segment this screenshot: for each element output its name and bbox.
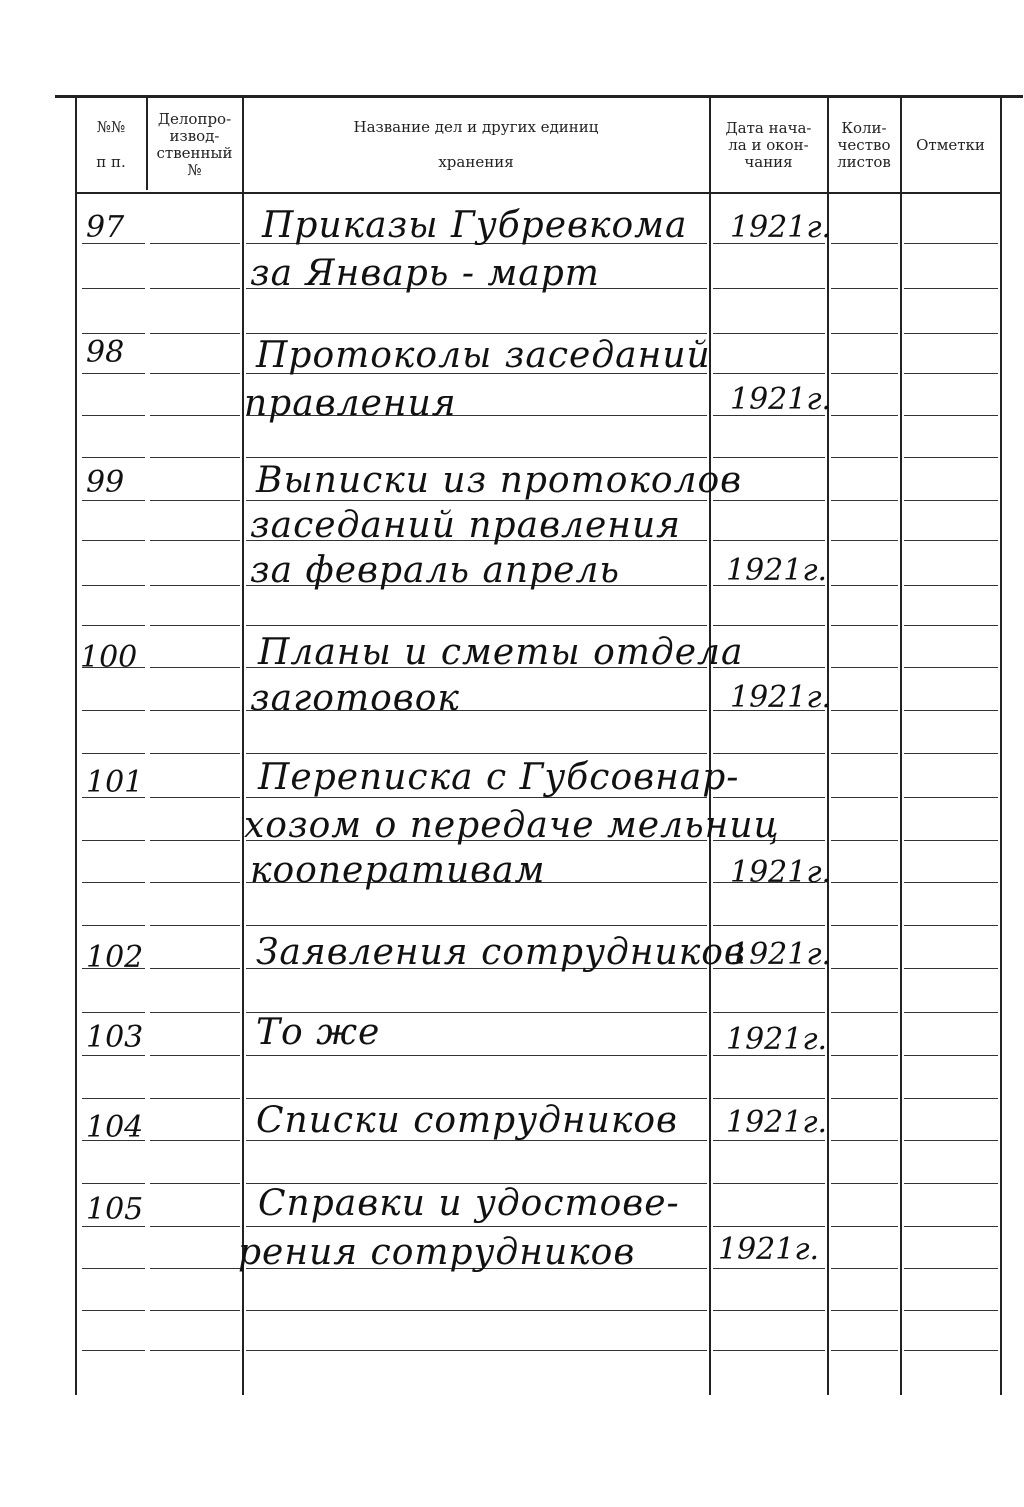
ruled-line — [831, 882, 898, 883]
ruled-line — [150, 925, 240, 926]
header-dates-line2: ла и окон- — [728, 135, 809, 154]
ruled-line — [831, 625, 898, 626]
ruled-line — [831, 373, 898, 374]
ruled-line — [82, 333, 145, 334]
ruled-line — [150, 1183, 240, 1184]
row-102-title-line1: Заявления сотрудников — [256, 932, 746, 973]
ruled-line — [831, 667, 898, 668]
header-number-line2: п п. — [96, 153, 126, 171]
ruled-line — [713, 288, 825, 289]
ruled-line — [831, 457, 898, 458]
row-100-number: 100 — [80, 640, 138, 675]
ruled-line — [150, 540, 240, 541]
ruled-line — [150, 882, 240, 883]
ruled-line — [904, 797, 998, 798]
ruled-line — [150, 585, 240, 586]
col-divider-7 — [1000, 95, 1002, 1395]
row-98-title-line2: правления — [244, 383, 457, 424]
ruled-line — [150, 1140, 240, 1141]
header-sheet-count — [829, 100, 899, 190]
ruled-line — [150, 1226, 240, 1227]
row-101-title-line2: хозом о передаче мельниц — [244, 805, 780, 846]
ruled-line — [150, 840, 240, 841]
ruled-line — [150, 797, 240, 798]
ruled-line — [246, 1350, 707, 1351]
ruled-line — [904, 968, 998, 969]
ruled-line — [150, 1055, 240, 1056]
ruled-line — [904, 667, 998, 668]
row-97-date: 1921г. — [730, 210, 832, 245]
ruled-line — [82, 625, 145, 626]
col-divider-6 — [900, 95, 902, 1395]
row-105-number: 105 — [86, 1192, 144, 1227]
ruled-line — [150, 1098, 240, 1099]
ruled-line — [904, 1350, 998, 1351]
ruled-line — [150, 753, 240, 754]
ruled-line — [904, 373, 998, 374]
ruled-line — [904, 1140, 998, 1141]
row-103-date: 1921г. — [726, 1022, 828, 1057]
ruled-line — [82, 500, 145, 501]
header-title-line2: хранения — [438, 153, 514, 171]
row-101-title-line1: Переписка с Губсовнар- — [258, 757, 740, 798]
row-99-title-line1: Выписки из протоколов — [256, 460, 743, 501]
ruled-line — [713, 1098, 825, 1099]
row-100-title-line1: Планы и сметы отдела — [258, 632, 744, 673]
ruled-line — [82, 710, 145, 711]
ruled-line — [831, 968, 898, 969]
ruled-line — [904, 840, 998, 841]
row-99-title-line2: заседаний правления — [250, 505, 681, 546]
ruled-line — [831, 288, 898, 289]
ruled-line — [82, 1098, 145, 1099]
ruled-line — [713, 753, 825, 754]
ruled-line — [831, 1012, 898, 1013]
ruled-line — [150, 288, 240, 289]
row-105-title-line1: Справки и удостове- — [258, 1183, 680, 1224]
header-bottom-rule — [75, 192, 1000, 194]
ruled-line — [82, 1268, 145, 1269]
header-count-line3: листов — [837, 152, 891, 171]
header-title — [244, 100, 708, 190]
ruled-line — [831, 1055, 898, 1056]
ruled-line — [713, 333, 825, 334]
row-102-number: 102 — [86, 940, 144, 975]
ruled-line — [246, 925, 707, 926]
ruled-line — [713, 540, 825, 541]
header-number — [77, 100, 145, 190]
ruled-line — [246, 1226, 707, 1227]
ruled-line — [904, 925, 998, 926]
row-104-title-line1: Списки сотрудников — [256, 1100, 678, 1141]
row-101-title-line3: кооперативам — [250, 850, 546, 891]
ruled-line — [904, 1183, 998, 1184]
ruled-line — [150, 415, 240, 416]
ruled-line — [246, 1310, 707, 1311]
row-105-date: 1921г. — [718, 1232, 820, 1267]
table-top-rule — [55, 95, 1023, 98]
header-office-number — [148, 100, 241, 190]
header-number-line1: №№ — [96, 118, 126, 136]
row-99-date: 1921г. — [726, 553, 828, 588]
row-98-title-line1: Протоколы заседаний — [256, 335, 711, 376]
ruled-line — [246, 1098, 707, 1099]
ruled-line — [82, 1012, 145, 1013]
ruled-line — [82, 585, 145, 586]
row-105-title-line2: рения сотрудников — [238, 1232, 636, 1273]
ruled-line — [150, 243, 240, 244]
row-104-date: 1921г. — [726, 1105, 828, 1140]
col-divider-5 — [827, 95, 829, 1395]
row-100-title-line2: заготовок — [250, 678, 460, 719]
ruled-line — [904, 625, 998, 626]
ruled-line — [904, 882, 998, 883]
header-office-line4: № — [187, 161, 202, 179]
ruled-line — [904, 710, 998, 711]
ruled-line — [713, 1268, 825, 1269]
ruled-line — [831, 925, 898, 926]
row-101-number: 101 — [86, 765, 144, 800]
ruled-line — [82, 882, 145, 883]
row-103-number: 103 — [86, 1020, 144, 1055]
ruled-line — [904, 753, 998, 754]
ruled-line — [831, 1226, 898, 1227]
ruled-line — [904, 585, 998, 586]
ruled-line — [246, 333, 707, 334]
ruled-line — [713, 1012, 825, 1013]
header-title-line1: Название дел и других единиц — [353, 118, 599, 136]
ruled-line — [904, 540, 998, 541]
ruled-line — [150, 1268, 240, 1269]
ruled-line — [150, 1012, 240, 1013]
ruled-line — [82, 1310, 145, 1311]
row-99-number: 99 — [86, 465, 125, 500]
ruled-line — [82, 1183, 145, 1184]
header-office-line2: извод- — [169, 127, 220, 145]
ruled-line — [831, 1098, 898, 1099]
col-divider-4 — [709, 95, 711, 1395]
ruled-line — [713, 1140, 825, 1141]
ruled-line — [831, 1310, 898, 1311]
ruled-line — [82, 415, 145, 416]
ruled-line — [246, 457, 707, 458]
ruled-line — [904, 1098, 998, 1099]
ruled-line — [713, 925, 825, 926]
ruled-line — [150, 457, 240, 458]
ruled-line — [150, 1310, 240, 1311]
ruled-line — [150, 667, 240, 668]
ruled-line — [904, 1055, 998, 1056]
ruled-line — [831, 1183, 898, 1184]
ruled-line — [246, 625, 707, 626]
ruled-line — [150, 500, 240, 501]
ruled-line — [904, 415, 998, 416]
ruled-line — [831, 415, 898, 416]
ruled-line — [831, 243, 898, 244]
header-count-line1: Коли- — [841, 118, 887, 137]
ruled-line — [831, 585, 898, 586]
ruled-line — [713, 457, 825, 458]
row-97-number: 97 — [86, 210, 125, 245]
ruled-line — [82, 540, 145, 541]
header-notes-label: Отметки — [916, 135, 985, 154]
ruled-line — [713, 1350, 825, 1351]
header-office-line3: ственный — [156, 144, 233, 162]
ruled-line — [904, 1012, 998, 1013]
ruled-line — [713, 625, 825, 626]
ruled-line — [831, 540, 898, 541]
row-100-date: 1921г. — [730, 680, 832, 715]
row-102-date: 1921г. — [730, 937, 832, 972]
ruled-line — [150, 373, 240, 374]
row-104-number: 104 — [86, 1110, 144, 1145]
ruled-line — [82, 840, 145, 841]
ruled-line — [904, 1226, 998, 1227]
ruled-line — [150, 625, 240, 626]
ruled-line — [831, 500, 898, 501]
ruled-line — [713, 1226, 825, 1227]
ruled-line — [82, 1350, 145, 1351]
ruled-line — [904, 1268, 998, 1269]
ruled-line — [904, 1310, 998, 1311]
header-count-line2: чество — [837, 135, 891, 154]
ruled-line — [82, 373, 145, 374]
row-98-number: 98 — [86, 335, 125, 370]
row-97-title-line1: Приказы Губревкома — [262, 205, 688, 246]
ruled-line — [904, 288, 998, 289]
row-101-date: 1921г. — [730, 855, 832, 890]
ruled-line — [831, 753, 898, 754]
ruled-line — [831, 1350, 898, 1351]
ruled-line — [150, 710, 240, 711]
ruled-line — [831, 797, 898, 798]
ruled-line — [150, 1350, 240, 1351]
ruled-line — [82, 925, 145, 926]
ruled-line — [150, 968, 240, 969]
ruled-line — [904, 243, 998, 244]
ruled-line — [831, 1140, 898, 1141]
ruled-line — [713, 373, 825, 374]
ruled-line — [831, 1268, 898, 1269]
ruled-line — [82, 288, 145, 289]
ruled-line — [82, 457, 145, 458]
header-office-line1: Делопро- — [157, 110, 232, 128]
ruled-line — [82, 1055, 145, 1056]
ruled-line — [831, 710, 898, 711]
col-divider-3 — [242, 95, 244, 1395]
row-99-title-line3: за февраль апрель — [250, 550, 620, 591]
col-divider-1 — [75, 95, 77, 1395]
header-dates-line3: чания — [744, 152, 793, 171]
ruled-line — [246, 1055, 707, 1056]
header-dates — [711, 100, 826, 190]
row-97-title-line2: за Январь - март — [250, 253, 600, 294]
ruled-line — [713, 1183, 825, 1184]
header-notes — [902, 100, 999, 190]
ruled-line — [831, 840, 898, 841]
row-98-date: 1921г. — [730, 382, 832, 417]
ruled-line — [904, 500, 998, 501]
ruled-line — [904, 333, 998, 334]
ruled-line — [904, 457, 998, 458]
ruled-line — [713, 1310, 825, 1311]
row-103-title-line1: То же — [256, 1012, 381, 1053]
header-dates-line1: Дата нача- — [725, 118, 812, 137]
ruled-line — [831, 333, 898, 334]
ruled-line — [82, 753, 145, 754]
ruled-line — [150, 333, 240, 334]
ruled-line — [246, 753, 707, 754]
